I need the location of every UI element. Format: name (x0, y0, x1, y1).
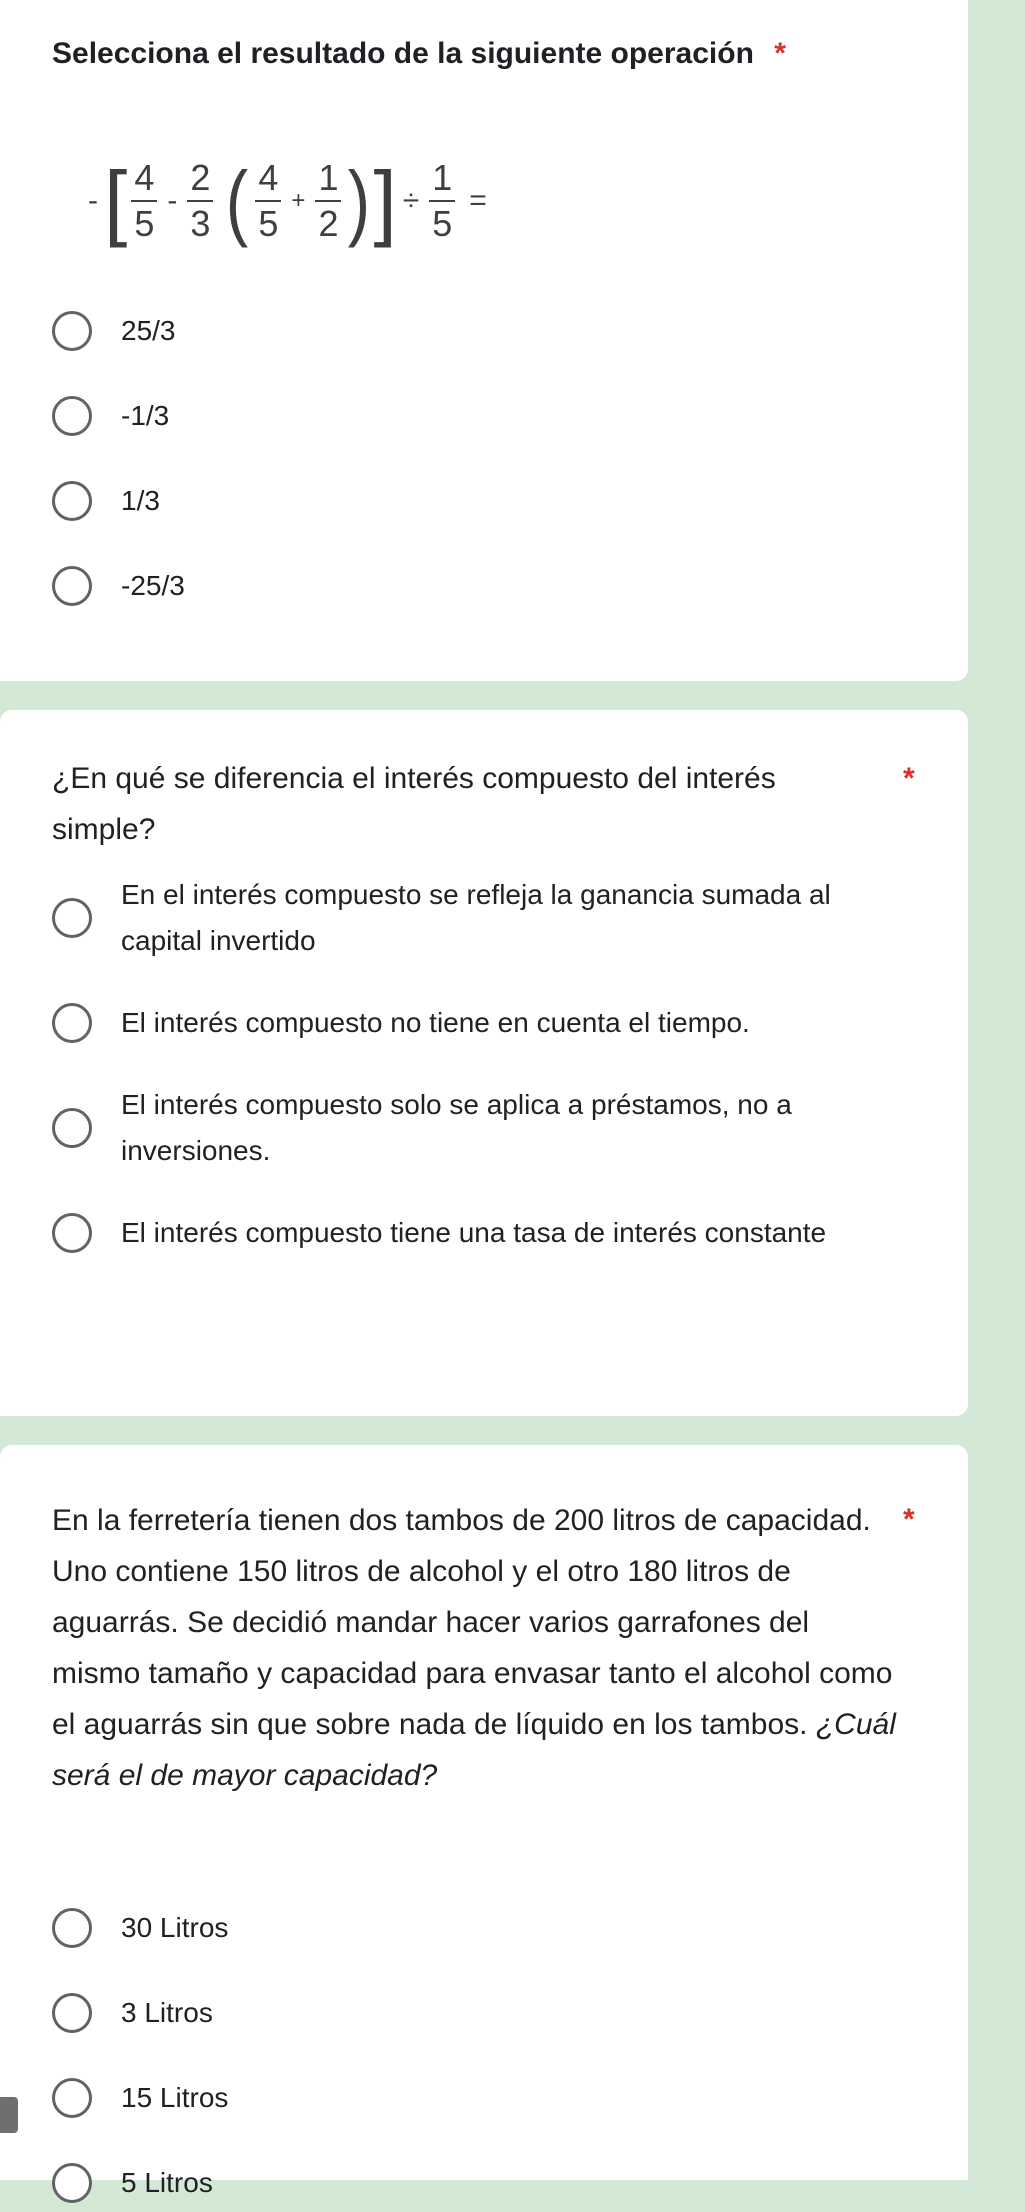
question-title: En la ferretería tienen dos tambos de 200 litros de capacidad. Uno contiene 150 litros de alcohol y el otro 180 litros de aguarrás. Se decidió mandar hacer varios garrafones del mismo tamaño y capacidad para envasar tanto el alcohol como el aguarrás sin que sobre nada de líquido en los tambos. ¿Cuál será el de mayor capacidad? (52, 1504, 896, 1792)
radio-button[interactable] (52, 1213, 92, 1253)
radio-button[interactable] (52, 481, 92, 521)
question-card-1 (0, 0, 968, 681)
question-card-2 (0, 710, 968, 1416)
required-asterisk: * (903, 762, 915, 795)
radio-button[interactable] (52, 566, 92, 606)
radio-button[interactable] (52, 1908, 92, 1948)
radio-option[interactable]: -1/3 (52, 393, 881, 439)
fraction: $\frac{4}{5}$ (131, 158, 157, 244)
side-tab-handle[interactable] (0, 2097, 18, 2133)
radio-option[interactable]: En el interés compuesto se refleja la ganancia sumada al capital invertido (52, 872, 881, 964)
fraction: $\frac{1}{2}$ (315, 158, 341, 244)
radio-option[interactable]: 5 Litros (52, 2160, 881, 2206)
question-title: Selecciona el resultado de la siguiente operación * (52, 37, 786, 70)
math-expression: - [ $\frac{4}{5}$ - $\frac{2}{3}$ ( $\frac{4}{5}$ + $\frac{1}{2}$ ) ] ÷ $\frac{1}{5}$ = (88, 154, 487, 248)
radio-option[interactable]: 3 Litros (52, 1990, 881, 2036)
radio-button[interactable] (52, 1993, 92, 2033)
radio-option[interactable]: El interés compuesto no tiene en cuenta el tiempo. (52, 1000, 881, 1046)
fraction: $\frac{4}{5}$ (255, 158, 281, 244)
question-title: ¿En qué se diferencia el interés compuesto del interés simple? (52, 762, 776, 846)
required-asterisk: * (903, 1503, 915, 1536)
radio-option[interactable]: 30 Litros (52, 1905, 881, 1951)
fraction: $\frac{2}{3}$ (187, 158, 213, 244)
required-asterisk: * (774, 37, 786, 70)
radio-button[interactable] (52, 396, 92, 436)
radio-option[interactable]: 15 Litros (52, 2075, 881, 2121)
radio-option[interactable]: 1/3 (52, 478, 881, 524)
radio-button[interactable] (52, 1003, 92, 1043)
question-card-3 (0, 1445, 968, 2198)
radio-button[interactable] (52, 311, 92, 351)
radio-button[interactable] (52, 1108, 92, 1148)
radio-option[interactable]: El interés compuesto tiene una tasa de interés constante (52, 1210, 881, 1256)
radio-option[interactable]: El interés compuesto solo se aplica a préstamos, no a inversiones. (52, 1082, 881, 1174)
fraction: $\frac{1}{5}$ (429, 158, 455, 244)
radio-button[interactable] (52, 898, 92, 938)
radio-option[interactable]: 25/3 (52, 308, 881, 354)
radio-button[interactable] (52, 2163, 92, 2203)
radio-option[interactable]: -25/3 (52, 563, 881, 609)
radio-button[interactable] (52, 2078, 92, 2118)
